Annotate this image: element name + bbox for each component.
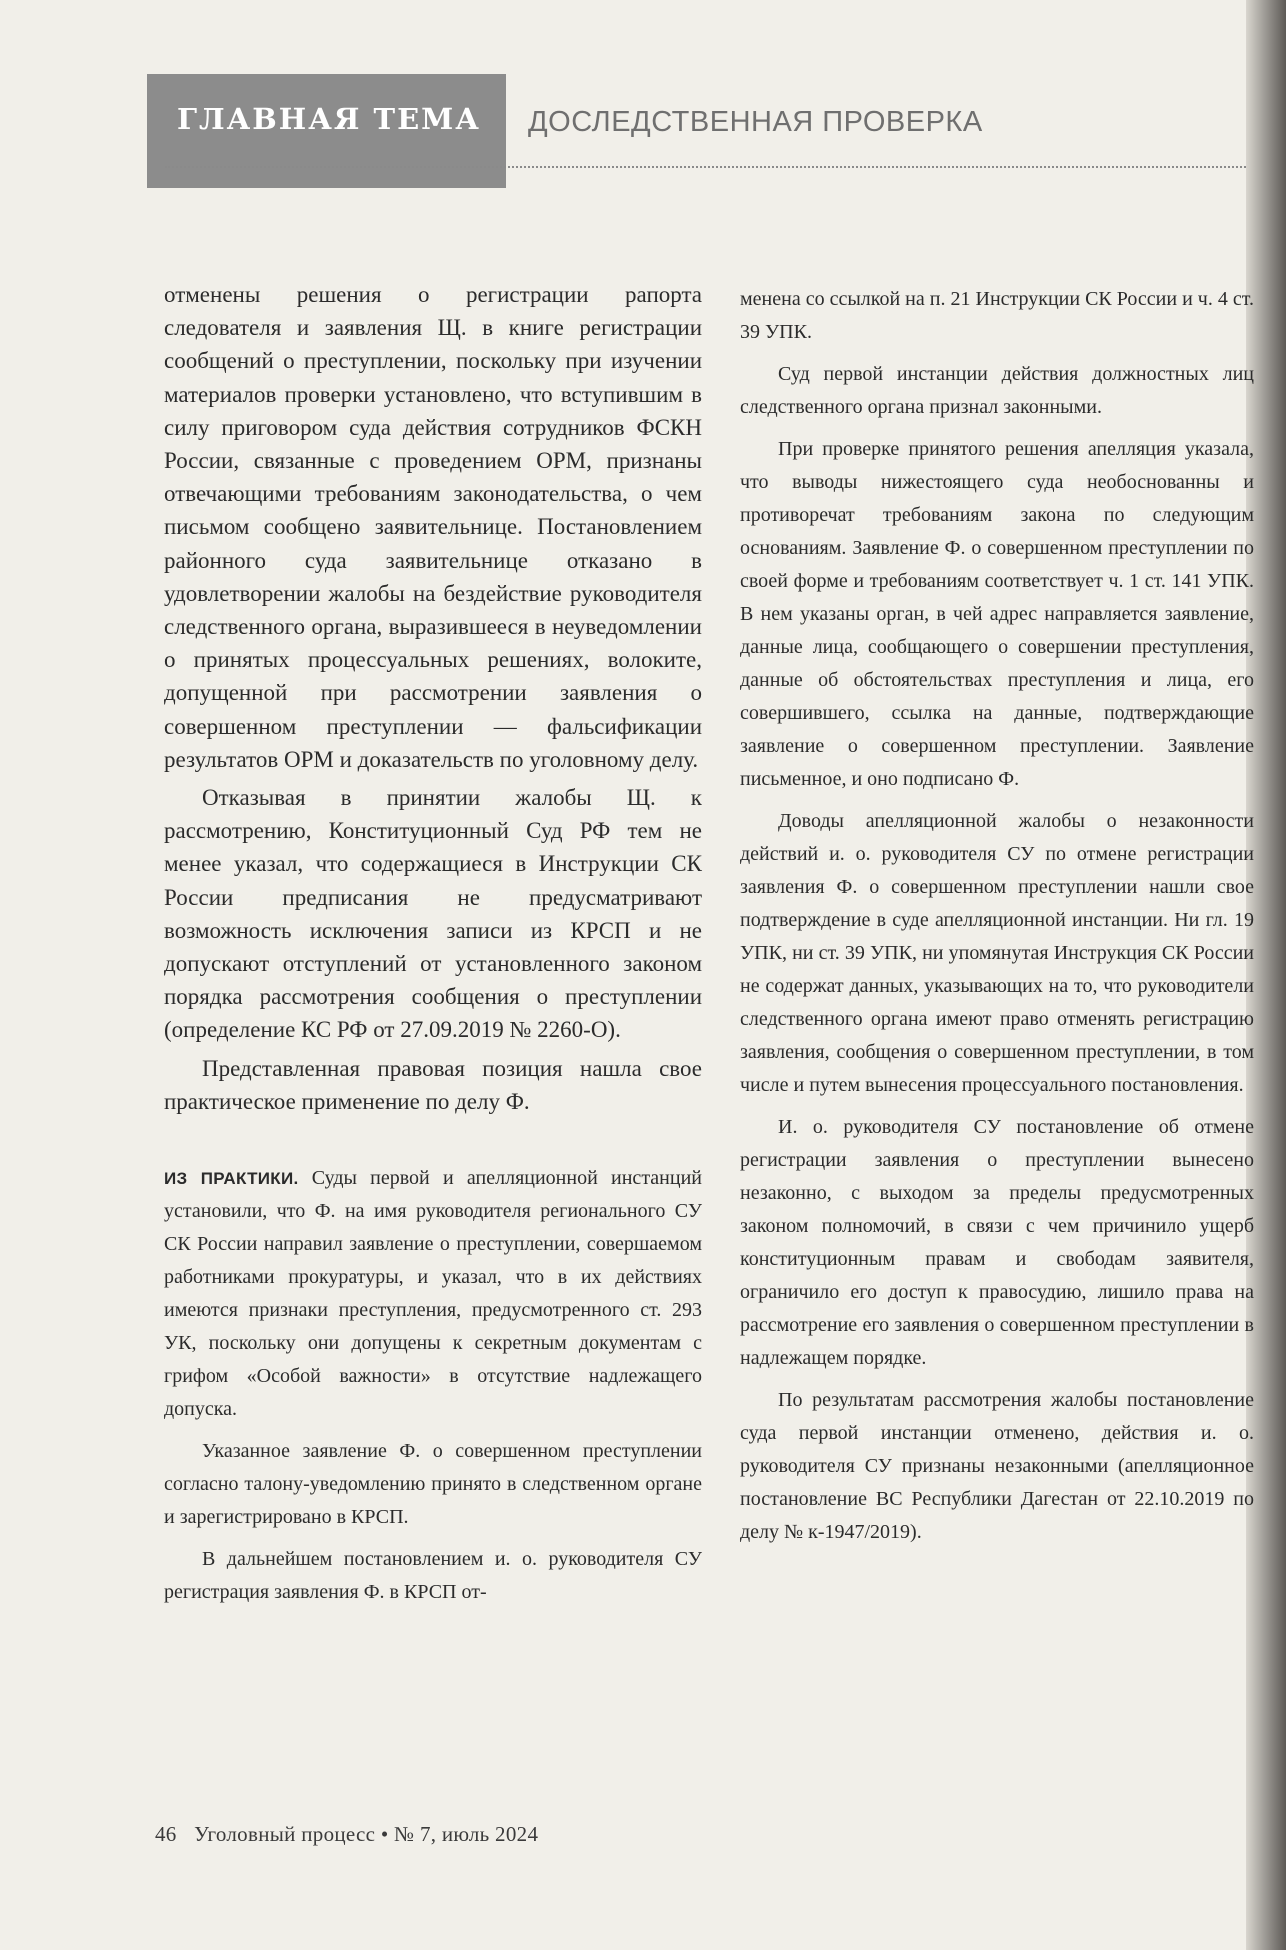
practice-paragraph-3: В дальнейшем постановлением и. о. руководителя СУ регистрация заявления Ф. в КРСП от-	[164, 1548, 702, 1604]
practice-box	[164, 1162, 702, 1609]
right-paragraph-2: Суд первой инстанции действия должностных лиц следственного органа признал законными.	[740, 363, 1254, 418]
page-number: 46	[155, 1822, 177, 1846]
practice-paragraph-1	[164, 1162, 702, 1426]
practice-text-1: Суды первой и апелляционной инстанций установили, что Ф. на имя руководителя регионального СУ СК России направил заявление о преступлении, совершаемом работниками прокуратуры, и указал, что в их действиях имеются признаки преступления, предусмотренного ст. 293 УК, поскольку они допущены к секретным документам с грифом «Особой важности» в отсутствие надлежащего допуска.	[164, 1167, 702, 1421]
header-dotted-rule	[165, 166, 1246, 168]
left-column	[164, 278, 702, 1609]
right-paragraph-3: При проверке принятого решения апелляция указала, что выводы нижестоящего суда необоснованны и противоречат требованиям закона по следующим основаниям. Заявление Ф. о совершенном преступлении по своей форме и требованиям соответствует ч. 1 ст. 141 УПК. В нем указаны орган, в чей адрес направляется заявление, данные лица, сообщающего о совершении преступления, данные об обстоятельствах преступления и лица, его совершившего, ссылка на данные, подтверждающие заявление о совершенном преступлении. Заявление письменное, и оно подписано Ф.	[740, 438, 1254, 790]
left-paragraph-1: отменены решения о регистрации рапорта следователя и заявления Щ. в книге регистрации сообщений о преступлении, поскольку при изучении материалов проверки установлено, что вступившим в силу приговором суда действия сотрудников ФСКН России, связанные с проведением ОРМ, признаны отвечающими требованиям законодательства, о чем письмом сообщено заявительнице. Постановлением районного суда заявительнице отказано в удовлетворении жалобы на бездействие руководителя следственного органа, выразившееся в неуведомлении о принятых процессуальных решениях, волоките, допущенной при рассмотрении заявления о совершенном преступлении — фальсификации результатов ОРМ и доказательств по уголовному делу.	[164, 282, 702, 772]
page-footer	[155, 1822, 538, 1847]
practice-label: ИЗ ПРАКТИКИ.	[164, 1169, 299, 1189]
left-paragraph-2: Отказывая в принятии жалобы Щ. к рассмотрению, Конституционный Суд РФ тем не менее указал, что содержащиеся в Инструкции СК России предписания не предусматривают возможность исключения записи из КРСП и не допускают отступлений от установленного законом порядка рассмотрения сообщения о преступлении (определение КС РФ от 27.09.2019 № 2260-О).	[164, 785, 702, 1043]
right-paragraph-1: менена со ссылкой на п. 21 Инструкции СК России и ч. 4 ст. 39 УПК.	[740, 288, 1254, 343]
practice-paragraph-2: Указанное заявление Ф. о совершенном преступлении согласно талону-уведомлению принято в следственном органе и зарегистрировано в КРСП.	[164, 1440, 702, 1529]
right-paragraph-5: И. о. руководителя СУ постановление об отмене регистрации заявления о преступлении вынесено незаконно, с выходом за пределы предусмотренных законом полномочий, в связи с чем причинило ущерб конституционным правам и свободам заявителя, ограничило его доступ к правосудию, лишило права на рассмотрение его заявления о совершенном преступлении в надлежащем порядке.	[740, 1116, 1254, 1369]
section-label: ГЛАВНАЯ ТЕМА	[177, 102, 481, 136]
journal-issue: Уголовный процесс • № 7, июль 2024	[194, 1822, 539, 1846]
right-column	[740, 283, 1254, 1549]
left-paragraph-3: Представленная правовая позиция нашла свое практическое применение по делу Ф.	[164, 1055, 702, 1114]
right-paragraph-4: Доводы апелляционной жалобы о незаконности действий и. о. руководителя СУ по отмене регистрации заявления Ф. о совершенном преступлении нашли свое подтверждение в суде апелляционной инстанции. Ни гл. 19 УПК, ни ст. 39 УПК, ни упомянутая Инструкция СК России не содержат данных, указывающих на то, что руководители следственного органа имеют право отменять регистрацию заявления, сообщения о совершенном преступлении, в том числе и путем вынесения процессуального постановления.	[740, 810, 1254, 1096]
right-paragraph-6: По результатам рассмотрения жалобы постановление суда первой инстанции отменено, действия и. о. руководителя СУ признаны незаконными (апелляционное постановление ВС Республики Дагестан от 22.10.2019 по делу № к-1947/2019).	[740, 1389, 1254, 1543]
topic-label: ДОСЛЕДСТВЕННАЯ ПРОВЕРКА	[528, 106, 983, 138]
